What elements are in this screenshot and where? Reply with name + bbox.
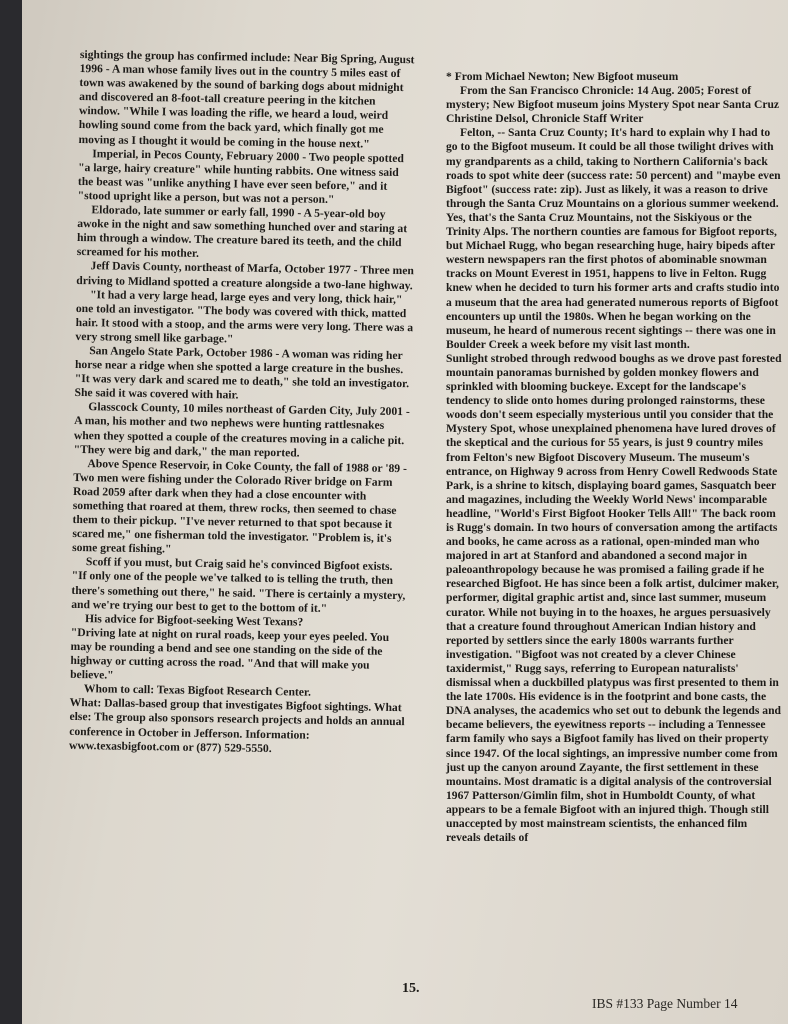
paragraph: His advice for Bigfoot-seeking West Texans? bbox=[84, 611, 304, 629]
source-credit: * From Michael Newton; New Bigfoot museum bbox=[446, 70, 679, 83]
paragraph: Sunlight strobed through redwood boughs as we drove past forested mountain panoramas burnished by golden monkey flowers and sprinkled with blooming buckeye. Except for the landscape's tendency to slide onto homes during prolonged rainstorms, these woods don't seem especially mysterious until you consider that the Mystery Spot, whose unexplained phenomena have lured droves of the skeptical and the curious for 55 years, is just 9 country miles from Felton's new Bigfoot Discovery Museum. The museum's entrance, on Highway 9 across from Henry Cowell Redwoods State Park, is a shrine to kitsch, displaying board games, Sasquatch beer and magazines, including the Weekly World News' incomparable headline, "World's First Bigfoot Hooker Tells All!" The back room is Rugg's domain. In two hours of conversation among the artifacts and books, he came across as a rational, open-minded man who majored in art at Stanford and abandoned a second major in paleoanthropology because he was promised a failing grade if he researched Bigfoot. He has since been a folk artist, dulcimer maker, performer, digital graphic artist and, since last summer, museum curator. While not buying in to the hoaxes, he argues persuasively that a creature found throughout American Indian history and reported by settlers since the early 1800s warrants further investigation. "Bigfoot was not created by a clever Chinese taxidermist," Rugg says, referring to European naturalists' dismissal when a duckbilled platypus was first presented to them in the late 1700s. His evidence is in the footprint and bone casts, the DNA analyses, the academics who set out to debunk the legends and became believers, the eyewitness reports -- including a Tennessee farm family who says a Bigfoot family has lived on their property since 1947. Of the local sightings, an impressive number come from just up the canyon around Zayante, the first settlement in these mountains. Most dramatic is a digital analysis of the controversial 1967 Patterson/Gimlin film, shot in Humboldt County, of what appears to be a female Bigfoot with an injured thigh. Though still unaccepted by most mainstream scientists, the enhanced film reveals details of bbox=[446, 351, 782, 845]
paragraph: Felton, -- Santa Cruz County; It's hard to explain why I had to go to the Bigfoot museum. It could be all those twilight drives with my grandparents as a child, taking to Northern California's back roads to spot white deer (success rate: 50 percent) and "maybe even Bigfoot" (success rate: zip). Just as likely, it was a reason to drive through the Santa Cruz Mountains on a glorious summer weekend. Yes, that's the Santa Cruz Mountains, not the Siskiyous or the Trinity Alps. The northern counties are famous for Bigfoot reports, but Michael Rugg, who began researching huge, hairy bipeds after western newspapers ran the first photos of abominable snowman tracks on Mount Everest in 1951, happens to live in Felton. Rugg knew when he decided to turn his former arts and crafts studio into a museum that the area had generated numerous reports of Bigfoot encounters up until the 1980s. When he began working on the museum, he heard of numerous recent sightings -- there was one in Boulder Creek a week before my visit last month. bbox=[446, 126, 781, 351]
paragraph: Glasscock County, 10 miles northeast of Garden City, July 2001 - A man, his mother and two nephews were hunting rattlesnakes when they spotted a couple of the creatures moving in a caliche pit. "They were big and dark," the man reported. bbox=[73, 400, 410, 460]
paragraph: Eldorado, late summer or early fall, 1990 - A 5-year-old boy awoke in the night and saw something hunched over and staring at him through a window. The creature bared its teeth, and the child screamed for his mother. bbox=[76, 203, 408, 261]
left-column bbox=[69, 48, 418, 758]
magazine-page bbox=[22, 0, 788, 1024]
paragraph: "It had a very large head, large eyes and very long, thick hair," one told an investigator. "The body was covered with thick, matted hair. It stood with a stoop, and the arms were very long. There was a very strong smell like garbage." bbox=[75, 287, 414, 346]
article-header: From the San Francisco Chronicle: 14 Aug. 2005; Forest of mystery; New Bigfoot museum joins Mystery Spot near Santa Cruz Christine Delsol, Chronicle Staff Writer bbox=[446, 84, 780, 126]
paragraph: San Angelo State Park, October 1986 - A woman was riding her horse near a ridge when she spotted a large creature in the bushes. "It was very dark and scared me to death," she told an investigator. She said it was covered with hair. bbox=[74, 344, 410, 402]
paragraph: Scoff if you must, but Craig said he's convinced Bigfoot exists. "If only one of the people we've talked to is telling the truth, then there's something out there," he said. "There is certainly a mystery, and we're trying our best to get to the bottom of it." bbox=[71, 555, 406, 615]
paragraph: sightings the group has confirmed include: Near Big Spring, August 1996 - A man whose family lives out in the country 5 miles east of town was awakened by the sound of barking dogs about midnight and discovered an 8-foot-tall creature peering in the kitchen window. "While I was loading the rifle, we heard a loud, weird howling sound come from the back yard, which finally got me moving as I thought it would be coming in the house next." bbox=[78, 48, 415, 151]
page-number: 15. bbox=[402, 981, 420, 996]
paragraph: Imperial, in Pecos County, February 2000 - Two people spotted "a large, hairy creature" while hunting rabbits. One witness said the beast was "unlike anything I have ever seen before," and it "stood upright like a person, but was not a person." bbox=[77, 146, 405, 206]
paragraph: What: Dallas-based group that investigates Bigfoot sightings. What else: The group also sponsors research projects and holds an annual conference in October in Jefferson. Information: www.texasbigfoot.com or (877) 529-5550. bbox=[68, 696, 405, 755]
right-column bbox=[446, 70, 784, 845]
paragraph: Above Spence Reservoir, in Coke County, the fall of 1988 or '89 - Two men were fishing under the Colorado River bridge on Farm Road 2059 after dark when they had a close encounter with something that roared at them, threw rocks, then seemed to chase them to their pickup. "I've never returned to that spot because it scared me," one fisherman told the investigator. "Problem is, it's some great fishing." bbox=[72, 456, 408, 556]
paragraph: "Driving late at night on rural roads, keep your eyes peeled. You may be rounding a bend and see one standing on the side of the highway or cutting across the road. "And that will make you believe." bbox=[70, 625, 390, 682]
page-footer: IBS #133 Page Number 14 bbox=[592, 996, 738, 1011]
paragraph: Whom to call: Texas Bigfoot Research Center. bbox=[83, 682, 312, 699]
paragraph: Jeff Davis County, northeast of Marfa, October 1977 - Three men driving to Midland spotted a creature alongside a two-lane highway. bbox=[76, 259, 414, 292]
